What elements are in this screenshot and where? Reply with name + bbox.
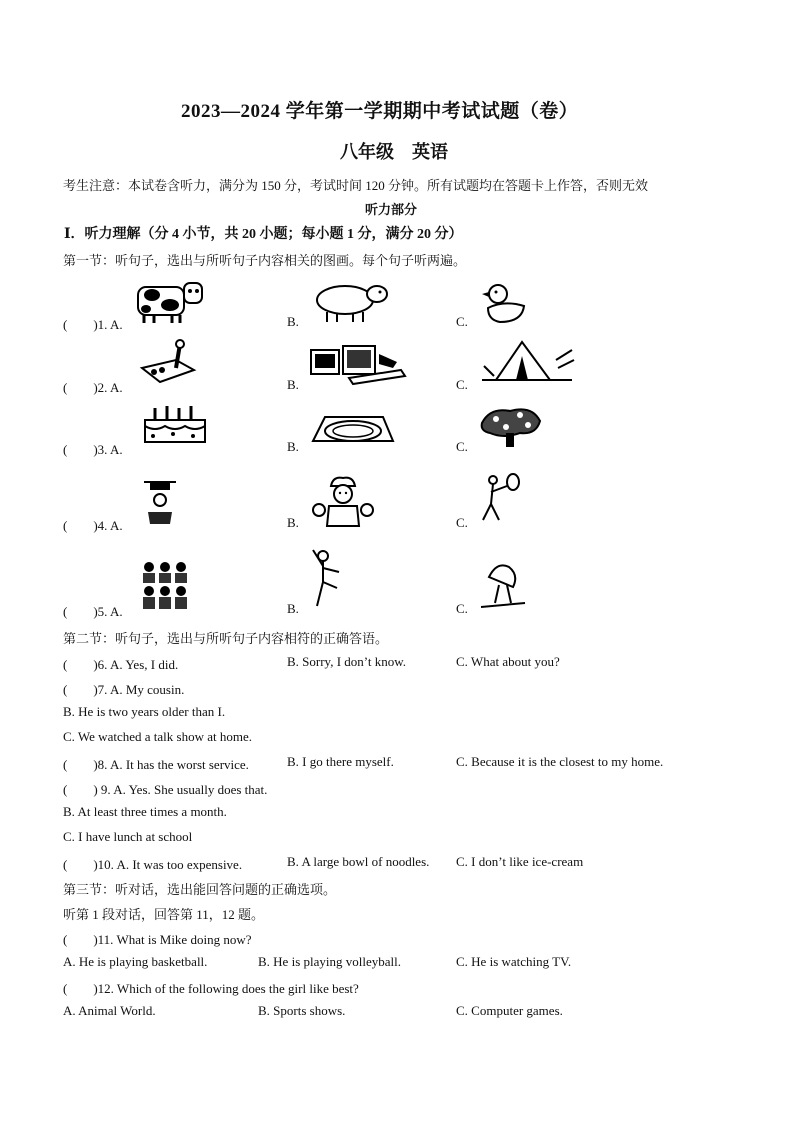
q6-option-b: B. Sorry, I don’t know. <box>287 654 407 669</box>
tennis-player-icon <box>479 470 523 526</box>
section-heading: Ⅰ．听力理解（分 4 小节，共 20 小题；每小题 1 分，满分 20 分） <box>64 227 463 242</box>
q9-option-b: B. At least three times a month. <box>63 804 227 819</box>
question-stem: ( )3. A. <box>63 442 123 457</box>
q10-option-c: C. I don’t like ice-cream <box>456 854 584 869</box>
cow-icon <box>134 277 206 325</box>
q7-option-a: ( )7. A. My cousin. <box>63 682 185 697</box>
option-c-label: C. <box>456 314 468 329</box>
question-stem: ( )1. A. <box>63 317 123 332</box>
q11-stem: ( )11. What is Mike doing now? <box>63 932 252 947</box>
grade-subject: 八年级 英语 <box>340 142 448 162</box>
plate-icon <box>311 411 395 451</box>
crowd-icon <box>137 557 193 613</box>
q12-stem: ( )12. Which of the following does the girl like best? <box>63 981 359 996</box>
option-b-label: B. <box>287 601 299 616</box>
chef-icon <box>311 474 375 528</box>
q8-option-b: B. I go there myself. <box>287 754 394 769</box>
q11-option-c: C. He is watching TV. <box>456 954 572 969</box>
page-title: 2023—2024 学年第一学期期中考试试题（卷） <box>181 101 579 122</box>
cooking-icon <box>140 476 180 528</box>
q12-option-b: B. Sports shows. <box>258 1003 346 1018</box>
part2-intro: 第二节：听句子，选出与所听句子内容相符的正确答语。 <box>63 631 389 646</box>
q7-option-c: C. We watched a talk show at home. <box>63 729 252 744</box>
q12-option-a: A. Animal World. <box>63 1003 156 1018</box>
duck-icon <box>478 282 530 326</box>
option-b-label: B. <box>287 515 299 530</box>
q7-option-b: B. He is two years older than I. <box>63 704 226 719</box>
part1-intro: 第一节：听句子，选出与所听句子内容相关的图画。每个句子听两遍。 <box>63 253 467 268</box>
part3-intro: 第三节：听对话，选出能回答问题的正确选项。 <box>63 882 337 897</box>
option-b-label: B. <box>287 377 299 392</box>
q8-option-a: ( )8. A. It has the worst service. <box>63 757 249 772</box>
sheep-icon <box>311 280 391 324</box>
computer-icon <box>309 342 407 386</box>
question-stem: ( )5. A. <box>63 604 123 619</box>
skier-icon <box>479 557 527 611</box>
q11-option-b: B. He is playing volleyball. <box>258 954 401 969</box>
tree-icon <box>476 403 546 449</box>
option-c-label: C. <box>456 439 468 454</box>
tent-icon <box>476 336 578 384</box>
option-c-label: C. <box>456 601 468 616</box>
q9-option-a: ( ) 9. A. Yes. She usually does that. <box>63 782 268 797</box>
question-stem: ( )4. A. <box>63 518 123 533</box>
q6-option-a: ( )6. A. Yes, I did. <box>63 657 179 672</box>
q8-option-c: C. Because it is the closest to my home. <box>456 754 664 769</box>
q6-option-c: C. What about you? <box>456 654 560 669</box>
birthday-cake-icon <box>139 402 211 446</box>
dancer-icon <box>309 548 343 610</box>
joystick-icon <box>136 338 200 388</box>
q11-option-a: A. He is playing basketball. <box>63 954 208 969</box>
option-b-label: B. <box>287 314 299 329</box>
option-b-label: B. <box>287 439 299 454</box>
q9-option-c: C. I have lunch at school <box>63 829 193 844</box>
dialog1-intro: 听第 1 段对话，回答第 11，12 题。 <box>63 907 265 922</box>
listening-part-title: 听力部分 <box>365 202 418 217</box>
exam-notice: 考生注意：本试卷含听力，满分为 150 分，考试时间 120 分钟。所有试题均在答题卡上作答，否则无效 <box>63 178 649 193</box>
q12-option-c: C. Computer games. <box>456 1003 563 1018</box>
option-c-label: C. <box>456 515 468 530</box>
option-c-label: C. <box>456 377 468 392</box>
q10-option-a: ( )10. A. It was too expensive. <box>63 857 243 872</box>
q10-option-b: B. A large bowl of noodles. <box>287 854 430 869</box>
question-stem: ( )2. A. <box>63 380 123 395</box>
